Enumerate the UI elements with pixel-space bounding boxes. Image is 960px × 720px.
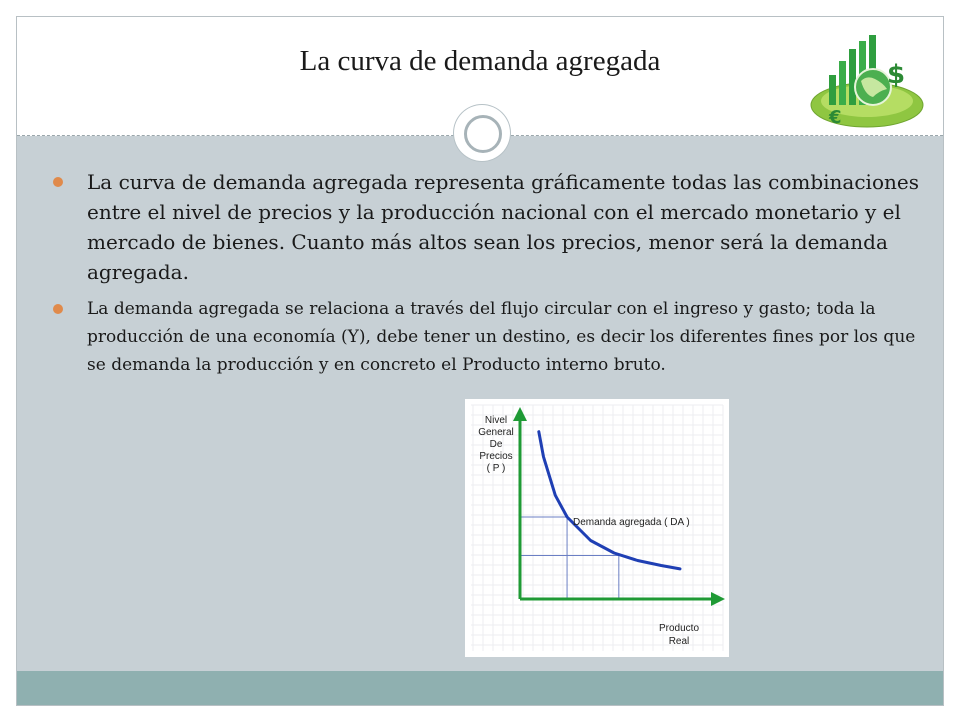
ring-marker-icon — [454, 105, 510, 161]
y-axis-label: Nivel — [484, 415, 508, 426]
y-axis-label: Precios — [479, 451, 513, 462]
series-label: Demanda agregada ( DA ) — [573, 517, 690, 528]
x-axis-label: Producto — [658, 623, 700, 634]
slide-title: La curva de demanda agregada — [299, 45, 661, 77]
bullet-text: La demanda agregada se relaciona a través del flujo circular con el ingreso y gasto; toda la producción de una economía (Y), debe tener un destino, es decir los diferentes fines por los que se demanda la producción y en concreto el Producto interno bruto. — [87, 299, 916, 375]
y-axis-label: De — [489, 439, 503, 450]
bullet-item — [53, 295, 933, 379]
footer-band — [17, 671, 943, 705]
slide-frame — [16, 16, 944, 706]
bullet-text: La curva de demanda agregada representa gráficamente todas las combinaciones entre el nivel de precios y la producción nacional con el mercado monetario y el mercado de bienes. Cuanto más altos sean los precios, menor será la demanda agregada. — [87, 170, 919, 284]
y-axis-label: General — [478, 427, 514, 438]
dollar-sign: $ — [887, 60, 906, 90]
demand-chart-svg — [465, 399, 729, 657]
demand-chart — [465, 399, 729, 657]
y-axis-label: ( P ) — [486, 463, 506, 474]
bullet-list — [53, 167, 933, 379]
money-globe-logo-icon — [807, 31, 937, 135]
bullet-dot-icon — [53, 304, 63, 314]
x-axis-label: Real — [668, 636, 690, 647]
y-axis-arrow-icon — [513, 407, 527, 421]
euro-sign: € — [829, 107, 842, 128]
demand-curve — [539, 432, 680, 569]
bullet-dot-icon — [53, 177, 63, 187]
bullet-item — [53, 167, 933, 287]
